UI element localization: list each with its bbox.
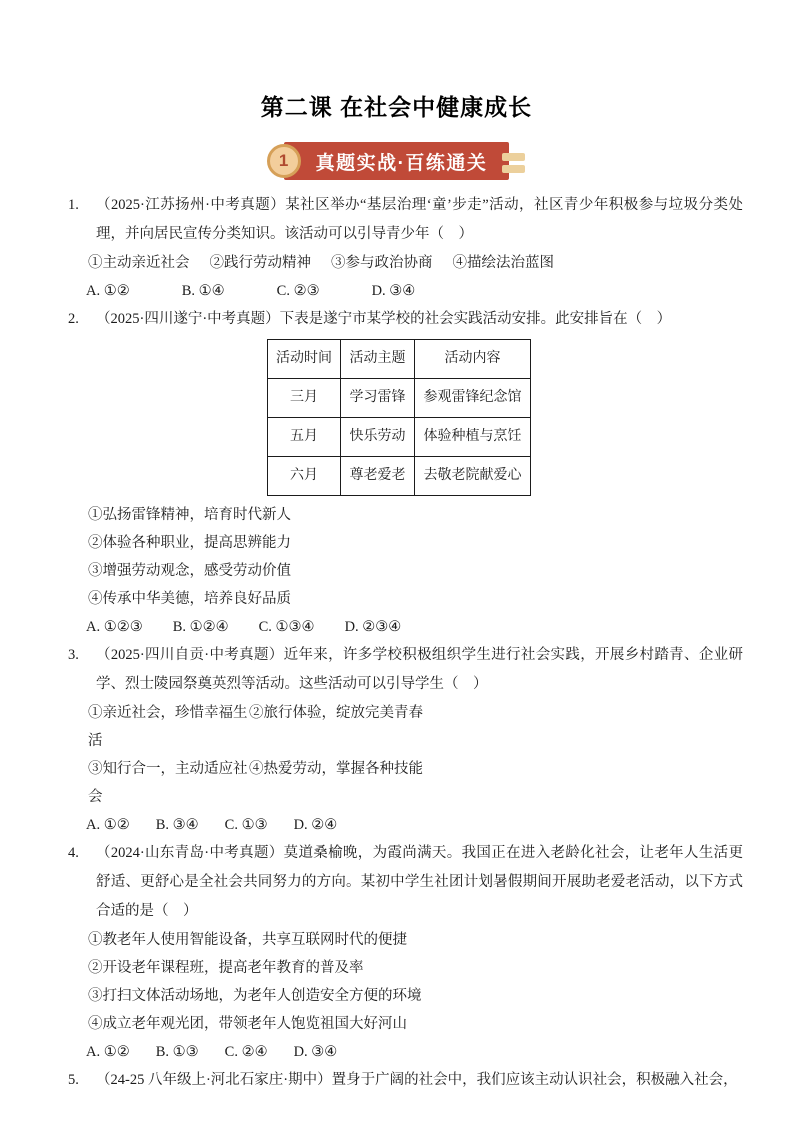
question-stem: （2025·四川遂宁·中考真题）下表是遂宁市某学校的社会实践活动安排。此安排旨在（ ） [96,311,672,327]
table-cell: 三月 [268,379,341,418]
answer-choice: D. ③④ [293,1044,338,1060]
answer-choice: B. ①③ [155,1044,199,1060]
answer-choice: C. ①③④ [258,619,315,635]
question [68,191,743,305]
sub-options [88,501,743,613]
sub-option: ③知行合一，主动适应社会 [88,761,248,805]
question-number: 3. [68,647,79,663]
section-number: 1 [278,151,289,170]
sub-option: ④成立老年观光团，带领老年人饱览祖国大好河山 [88,1016,407,1032]
sub-option: ②践行劳动精神 [209,255,311,271]
answer-choices [86,1038,743,1066]
page-title: 第二课 在社会中健康成长 [260,94,533,120]
question-number: 4. [68,845,79,861]
table-cell: 尊老爱老 [341,457,415,496]
table-cell: 参观雷锋纪念馆 [415,379,531,418]
table-row [268,457,531,496]
section-banner-label: 真题实战·百练通关 [315,152,488,174]
table-cell: 去敬老院献爱心 [415,457,531,496]
sub-options [88,249,743,277]
section-banner [278,142,510,180]
table-header-cell: 活动主题 [341,340,415,379]
table-cell: 六月 [268,457,341,496]
answer-choice: B. ③④ [155,817,199,833]
question-stem: （2025·四川自贡·中考真题）近年来，许多学校积极组织学生进行社会实践，开展乡村踏青、企业研学、烈士陵园祭奠英烈等活动。这些活动可以引导学生（ ） [96,647,743,692]
table-cell: 体验种植与烹饪 [415,418,531,457]
table-header-cell: 活动内容 [415,340,531,379]
sub-option: ①主动亲近社会 [88,255,190,271]
question [68,839,743,1066]
sub-option: ①教老年人使用智能设备，共享互联网时代的便捷 [88,932,407,948]
sub-option: ④热爱劳动，掌握各种技能 [249,761,423,777]
question-number: 2. [68,311,79,327]
question-number: 5. [68,1072,79,1088]
answer-choices [86,277,743,305]
table-header-cell: 活动时间 [268,340,341,379]
table-header-row [268,340,531,379]
sub-option: ①亲近社会，珍惜幸福生活 [88,705,248,749]
answer-choice: D. ②④ [293,817,338,833]
answer-choice: A. ①② [86,817,130,833]
sub-option: ②体验各种职业，提高思辨能力 [88,535,291,551]
table-cell: 五月 [268,418,341,457]
sub-option: ②开设老年课程班，提高老年教育的普及率 [88,960,364,976]
question [68,305,743,641]
sub-option: ①弘扬雷锋精神，培育时代新人 [88,507,291,523]
table-row [268,418,531,457]
section-number-badge [267,144,301,178]
answer-choice: D. ③④ [371,283,416,299]
answer-choice: A. ①② [86,283,130,299]
activity-table [267,339,531,496]
answer-choice: C. ①③ [224,817,268,833]
table-cell: 学习雷锋 [341,379,415,418]
answer-choice: A. ①② [86,1044,130,1060]
sub-option: ③参与政治协商 [331,255,433,271]
equals-decoration-icon [502,153,525,173]
question-stem: （2025·江苏扬州·中考真题）某社区举办“基层治理‘童’步走”活动，社区青少年积极参与垃圾分类处理，并向居民宣传分类知识。该活动可以引导青少年（ ） [96,197,743,242]
section-banner-row [0,142,793,180]
answer-choice: B. ①②④ [172,619,229,635]
answer-choice: C. ②④ [224,1044,268,1060]
sub-option: ②旅行体验，绽放完美青春 [249,705,423,721]
sub-option: ④描绘法治蓝图 [452,255,554,271]
question-list [0,191,793,1095]
sub-options [88,699,743,811]
sub-option: ③增强劳动观念，感受劳动价值 [88,563,291,579]
answer-choices [86,613,743,641]
question [68,641,743,839]
table-cell: 快乐劳动 [341,418,415,457]
question-stem: （24-25 八年级上·河北石家庄·期中）置身于广阔的社会中，我们应该主动认识社会，积极融入社会， [96,1072,738,1088]
answer-choice: B. ①④ [181,283,225,299]
question-stem: （2024·山东青岛·中考真题）莫道桑榆晚，为霞尚满天。我国正在进入老龄化社会，让老年人生活更舒适、更舒心是全社会共同努力的方向。某初中学生社团计划暑假期间开展助老爱老活动，以下方式合适的是（ ） [96,845,743,919]
answer-choice: A. ①②③ [86,619,143,635]
answer-choice: D. ②③④ [344,619,402,635]
question [68,1066,743,1095]
sub-option: ③打扫文体活动场地，为老年人创造安全方便的环境 [88,988,422,1004]
answer-choice: C. ②③ [276,283,320,299]
answer-choices [86,811,743,839]
table-row [268,379,531,418]
sub-options [88,926,743,1038]
sub-option: ④传承中华美德，培养良好品质 [88,591,291,607]
question-number: 1. [68,197,79,213]
